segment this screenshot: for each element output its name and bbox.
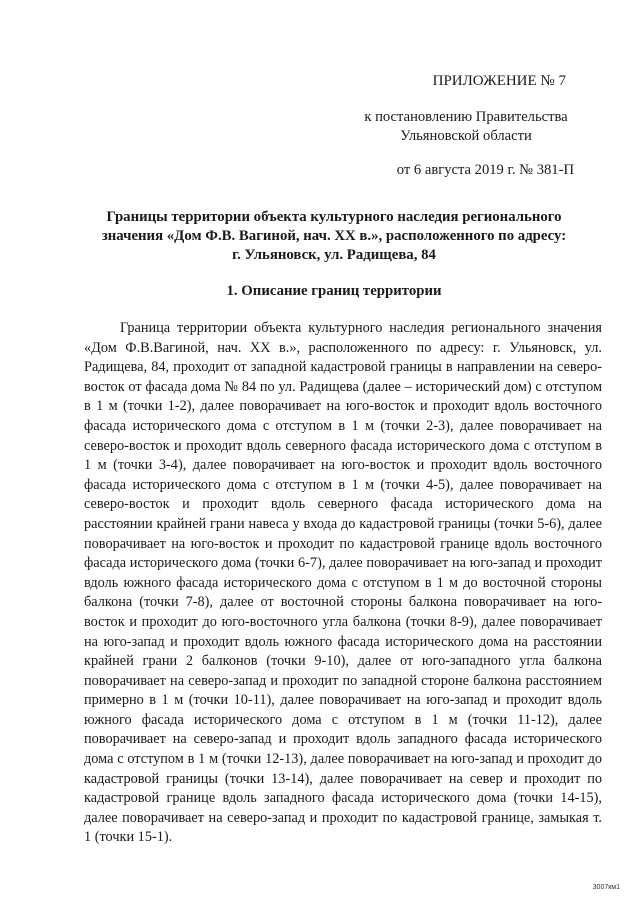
section-heading: 1. Описание границ территории xyxy=(226,283,442,299)
title-line-3: г. Ульяновск, ул. Радищева, 84 xyxy=(232,247,436,263)
boundary-description-paragraph: Граница территории объекта культурного наследия регионального значения «Дом Ф.В.Вагиной, нач. XX в.», расположенного по адресу: г. Ульяновск, ул. Радищева, 84, проходит от западной кадастровой границы в направлении на северо-восток от фасада дома № 84 по ул. Радищева (далее – исторический дом) с отступом в 1 м (точки 1-2), далее поворачивает на юго-восток и проходит вдоль восточного фасада исторического дома с отступом в 1 м (точки 2-3), далее поворачивает на северо-восток и проходит вдоль северного фасада исторического дома с отступом в 1 м (точки 3-4), далее поворачивает на юго-восток и проходит вдоль восточного фасада исторического дома с отступом в 1 м (точки 4-5), далее поворачивает на северо-восток и проходит вдоль северного фасада исторического дома на расстоянии крайней грани навеса у входа до кадастровой границы (точки 5-6), далее поворачивает на юго-восток и проходит по кадастровой границе вдоль восточного фасада исторического дома (точки 6-7), далее поворачивает на юго-запад и проходит вдоль южного фасада исторического дома с отступом в 1 м до восточной стороны балкона (точки 7-8), далее от восточной стороны балкона поворачивает на юго-восток и проходит до юго-восточного угла балкона (точки 8-9), далее поворачивает на юго-запад и проходит вдоль южного фасада исторического дома на расстоянии крайней грани 2 балконов (точки 9-10), далее от юго-западного угла балкона поворачивает на северо-запад и проходит по западной стороне балкона расстоянием примерно в 1 м (точки 10-11), далее поворачивает на юго-запад и проходит вдоль южного фасада исторического дома с отступом в 1 м (точки 11-12), далее поворачивает на северо-запад и проходит вдоль западного фасада исторического дома с отступом в 1 м (точки 12-13), далее поворачивает на юго-запад и проходит до кадастровой границы (точки 13-14), далее поворачивает на север и проходит по кадастровой границе вдоль западного фасада исторического дома (точки 14-15), далее поворачивает на северо-запад и проходит по кадастровой границе, замыкая т. 1 (точки 15-1). xyxy=(84,320,602,846)
title-line-1: Границы территории объекта культурного наследия регионального xyxy=(106,209,562,225)
decree-line-2: Ульяновской области xyxy=(400,128,532,144)
title-line-2: значения «Дом Ф.В. Вагиной, нач. XX в.», расположенного по адресу: xyxy=(101,228,567,244)
footer-code: 3007км1 xyxy=(592,884,620,891)
decree-date: от 6 августа 2019 г. № 381-П xyxy=(396,162,574,178)
document-title xyxy=(84,208,584,265)
decree-line-1: к постановлению Правительства xyxy=(364,109,568,125)
decree-reference xyxy=(346,108,586,146)
appendix-label: ПРИЛОЖЕНИЕ № 7 xyxy=(432,73,566,89)
